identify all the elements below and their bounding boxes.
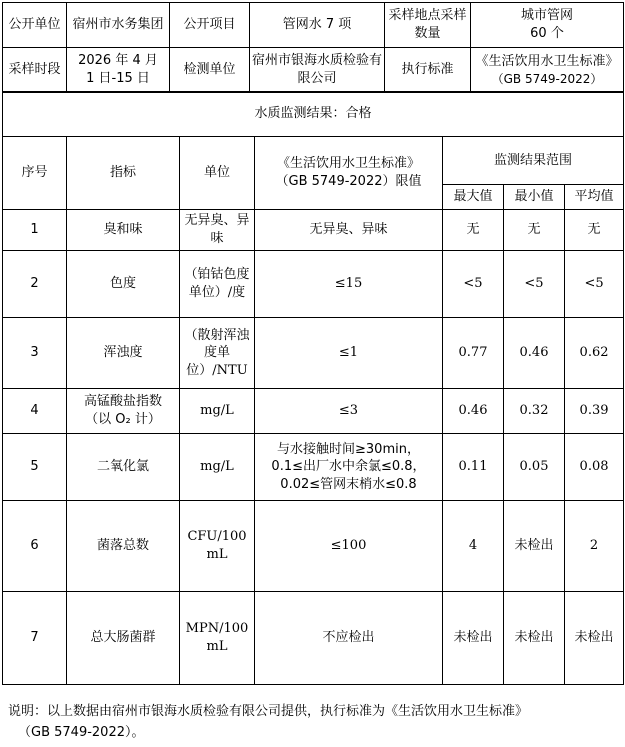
summary-text: 水质监测结果：合格 <box>3 92 624 137</box>
row-max: 0.11 <box>443 434 504 501</box>
footnote <box>8 701 620 743</box>
row-unit: 无异臭、异味 <box>180 210 255 251</box>
row-unit: CFU/100 mL <box>180 501 255 592</box>
row-max: 0.46 <box>443 389 504 434</box>
col-limit-line2: （GB 5749-2022）限值 <box>275 174 422 189</box>
sampling-period-value <box>67 48 170 93</box>
row-max: 无 <box>443 210 504 251</box>
row-min: 未检出 <box>504 501 565 592</box>
table-row <box>3 318 624 389</box>
table-row <box>3 434 624 501</box>
sampling-site-label: 采样地点采样数量 <box>385 3 471 48</box>
row-limit: ≤15 <box>255 251 443 318</box>
row-unit: （散射浑浊度单位）/NTU <box>180 318 255 389</box>
col-range: 监测结果范围 <box>443 137 624 185</box>
standard-label: 执行标准 <box>385 48 471 93</box>
row-seq: 5 <box>3 434 67 501</box>
standard-line1: 《生活饮用水卫生标准》 <box>475 54 619 70</box>
row-avg: 无 <box>565 210 624 251</box>
header-table <box>2 2 624 93</box>
row-indicator: 二氧化氯 <box>67 434 180 501</box>
row-avg: 0.62 <box>565 318 624 389</box>
row-limit: 无异臭、异味 <box>255 210 443 251</box>
table-row <box>3 501 624 592</box>
row-indicator: 浑浊度 <box>67 318 180 389</box>
table-row <box>3 210 624 251</box>
results-table <box>2 91 624 685</box>
row-limit: 不应检出 <box>255 592 443 685</box>
row-min: 无 <box>504 210 565 251</box>
row-min: 0.46 <box>504 318 565 389</box>
header-row-2 <box>3 48 624 93</box>
publish-item-label: 公开项目 <box>170 3 250 48</box>
row-min: 0.32 <box>504 389 565 434</box>
row-indicator-line2: （以 O₂ 计） <box>85 412 161 427</box>
row-indicator-line1: 高锰酸盐指数 <box>83 394 162 410</box>
col-avg: 平均值 <box>565 184 624 209</box>
row-indicator: 臭和味 <box>67 210 180 251</box>
row-indicator: 色度 <box>67 251 180 318</box>
row-max: <5 <box>443 251 504 318</box>
row-max: 未检出 <box>443 592 504 685</box>
publish-item-value: 管网水 7 项 <box>250 3 385 48</box>
table-row <box>3 592 624 685</box>
row-seq: 4 <box>3 389 67 434</box>
col-seq: 序号 <box>3 137 67 210</box>
publish-unit-value: 宿州市水务集团 <box>67 3 170 48</box>
row-unit: （铂钴色度单位）/度 <box>180 251 255 318</box>
row-seq: 6 <box>3 501 67 592</box>
sampling-site-line1: 城市管网 <box>520 8 573 24</box>
row-indicator: 总大肠菌群 <box>67 592 180 685</box>
row-avg: 0.08 <box>565 434 624 501</box>
col-min: 最小值 <box>504 184 565 209</box>
test-lab-value: 宿州市银海水质检验有限公司 <box>250 48 385 93</box>
row-indicator: 菌落总数 <box>67 501 180 592</box>
row-unit: mg/L <box>180 389 255 434</box>
sampling-site-line2: 60 个 <box>530 26 564 41</box>
row-limit: ≤3 <box>255 389 443 434</box>
sampling-period-line1: 2026 年 4 月 <box>78 53 158 69</box>
col-limit <box>255 137 443 210</box>
row-seq: 2 <box>3 251 67 318</box>
row-limit: ≤100 <box>255 501 443 592</box>
row-avg: 未检出 <box>565 592 624 685</box>
row-min: 未检出 <box>504 592 565 685</box>
row-seq: 3 <box>3 318 67 389</box>
sampling-period-label: 采样时段 <box>3 48 67 93</box>
row-max: 0.77 <box>443 318 504 389</box>
row-min: 0.05 <box>504 434 565 501</box>
summary-row <box>3 92 624 137</box>
footnote-line2: （GB 5749-2022）。 <box>18 725 145 740</box>
row-limit: ≤1 <box>255 318 443 389</box>
footnote-line1: 说明：以上数据由宿州市银海水质检验有限公司提供，执行标准为《生活饮用水卫生标准》 <box>8 704 529 719</box>
row-min: <5 <box>504 251 565 318</box>
col-max: 最大值 <box>443 184 504 209</box>
column-header-row-1 <box>3 137 624 185</box>
col-unit: 单位 <box>180 137 255 210</box>
sampling-site-value <box>471 3 624 48</box>
row-max: 4 <box>443 501 504 592</box>
row-limit-line3: 0.02≤管网末梢水≤0.8 <box>280 476 417 492</box>
col-limit-line1: 《生活饮用水卫生标准》 <box>276 156 420 172</box>
standard-value <box>471 48 624 93</box>
row-avg: 2 <box>565 501 624 592</box>
row-seq: 1 <box>3 210 67 251</box>
table-row <box>3 389 624 434</box>
row-avg: 0.39 <box>565 389 624 434</box>
row-unit: mg/L <box>180 434 255 501</box>
standard-line2: （GB 5749-2022） <box>491 71 603 86</box>
table-row <box>3 251 624 318</box>
header-row-1 <box>3 3 624 48</box>
row-limit-line2: 0.1≤出厂水中余氯≤0.8， <box>271 459 426 475</box>
test-lab-label: 检测单位 <box>170 48 250 93</box>
row-limit <box>255 434 443 501</box>
publish-unit-label: 公开单位 <box>3 3 67 48</box>
row-limit-line1: 与水接触时间≥30min， <box>277 441 420 457</box>
col-indicator: 指标 <box>67 137 180 210</box>
row-indicator <box>67 389 180 434</box>
row-unit: MPN/100 mL <box>180 592 255 685</box>
sampling-period-line2: 1 日-15 日 <box>86 71 150 86</box>
row-avg: <5 <box>565 251 624 318</box>
row-seq: 7 <box>3 592 67 685</box>
